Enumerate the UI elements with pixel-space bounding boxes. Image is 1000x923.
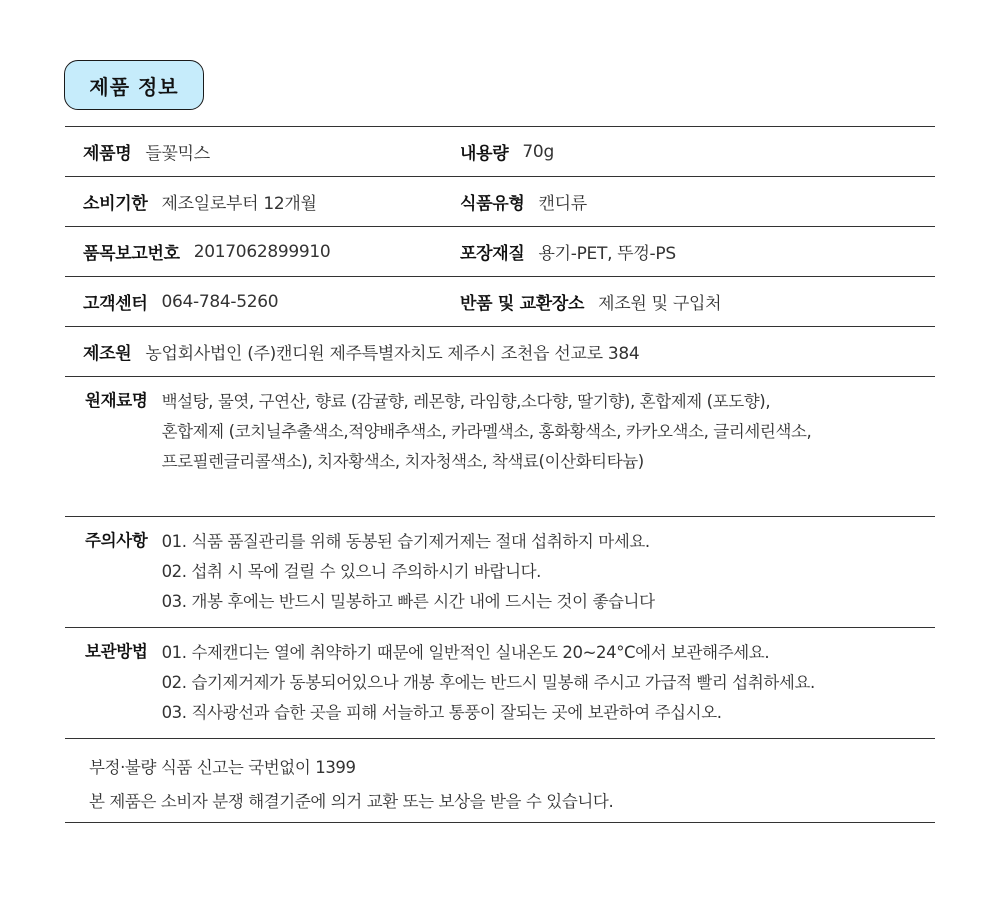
report-no-value: 2017062899910 xyxy=(193,241,331,262)
product-name-cell xyxy=(65,139,460,164)
customer-center-value: 064-784-5260 xyxy=(161,291,279,312)
caution-row xyxy=(65,516,935,627)
storage-label: 보관방법 xyxy=(85,642,148,661)
notice-footer xyxy=(65,738,935,823)
storage-line: 03. 직사광선과 습한 곳을 피해 서늘하고 통풍이 잘되는 곳에 보관하여 주십시오. xyxy=(161,703,722,722)
report-notice: 부정·불량 식품 신고는 국번없이 1399 xyxy=(89,758,356,777)
food-type-value: 캔디류 xyxy=(538,194,587,214)
volume-label: 내용량 xyxy=(460,144,509,164)
ingredients-line: 프로필렌글리콜색소), 치자황색소, 치자청색소, 착색료(이산화티타늄) xyxy=(161,452,644,471)
volume-cell xyxy=(460,139,935,164)
ingredients-label: 원재료명 xyxy=(85,391,148,410)
packaging-cell xyxy=(460,239,935,264)
ingredients-line: 혼합제제 (코치닐추출색소,적양배추색소, 카라멜색소, 홍화황색소, 카카오색소, 글리세린색소, xyxy=(161,422,812,441)
manufacturer-row xyxy=(65,326,935,376)
product-info-table xyxy=(65,126,935,823)
product-name-value: 들꽃믹스 xyxy=(145,144,210,164)
ingredients-row xyxy=(65,376,935,516)
report-no-label: 품목보고번호 xyxy=(83,244,180,264)
volume-value: 70g xyxy=(522,141,554,162)
caution-line: 01. 식품 품질관리를 위해 동봉된 습기제거제는 절대 섭취하지 마세요. xyxy=(161,532,650,551)
caution-line: 03. 개봉 후에는 반드시 밀봉하고 빠른 시간 내에 드시는 것이 좋습니다 xyxy=(161,592,655,611)
expiry-cell xyxy=(65,189,460,214)
product-name-label: 제품명 xyxy=(83,144,132,164)
storage-row xyxy=(65,627,935,738)
manufacturer-value: 농업회사법인 (주)캔디원 제주특별자치도 제주시 조천읍 선교로 384 xyxy=(145,344,640,364)
ingredients-lines xyxy=(162,387,812,516)
info-row-3 xyxy=(65,226,935,276)
customer-center-label: 고객센터 xyxy=(83,294,148,314)
caution-label: 주의사항 xyxy=(85,531,148,550)
packaging-value: 용기-PET, 뚜껑-PS xyxy=(538,244,676,264)
food-type-label: 식품유형 xyxy=(460,194,525,214)
food-type-cell xyxy=(460,189,935,214)
customer-center-cell xyxy=(65,289,460,314)
ingredients-line: 백설탕, 물엿, 구연산, 향료 (감귤향, 레몬향, 라임향,소다향, 딸기향), 혼합제제 (포도향), xyxy=(161,392,771,411)
notice-lines xyxy=(89,751,935,819)
packaging-label: 포장재질 xyxy=(460,244,525,264)
storage-line: 01. 수제캔디는 열에 취약하기 때문에 일반적인 실내온도 20~24°C에서 보관해주세요. xyxy=(161,643,770,662)
return-place-label: 반품 및 교환장소 xyxy=(460,294,585,314)
info-row-1 xyxy=(65,126,935,176)
storage-lines xyxy=(162,638,815,738)
section-title-badge: 제품 정보 xyxy=(64,60,204,110)
compensation-notice: 본 제품은 소비자 분쟁 해결기준에 의거 교환 또는 보상을 받을 수 있습니다. xyxy=(89,792,614,811)
expiry-label: 소비기한 xyxy=(83,194,148,214)
caution-line: 02. 섭취 시 목에 걸릴 수 있으니 주의하시기 바랍니다. xyxy=(161,562,541,581)
manufacturer-label: 제조원 xyxy=(83,344,132,364)
info-row-4 xyxy=(65,276,935,326)
return-place-cell xyxy=(460,289,935,314)
caution-lines xyxy=(162,527,655,627)
storage-line: 02. 습기제거제가 동봉되어있으나 개봉 후에는 반드시 밀봉해 주시고 가급적 빨리 섭취하세요. xyxy=(161,673,815,692)
info-row-2 xyxy=(65,176,935,226)
return-place-value: 제조원 및 구입처 xyxy=(598,294,722,314)
report-no-cell xyxy=(65,239,460,264)
expiry-value: 제조일로부터 12개월 xyxy=(161,194,317,214)
